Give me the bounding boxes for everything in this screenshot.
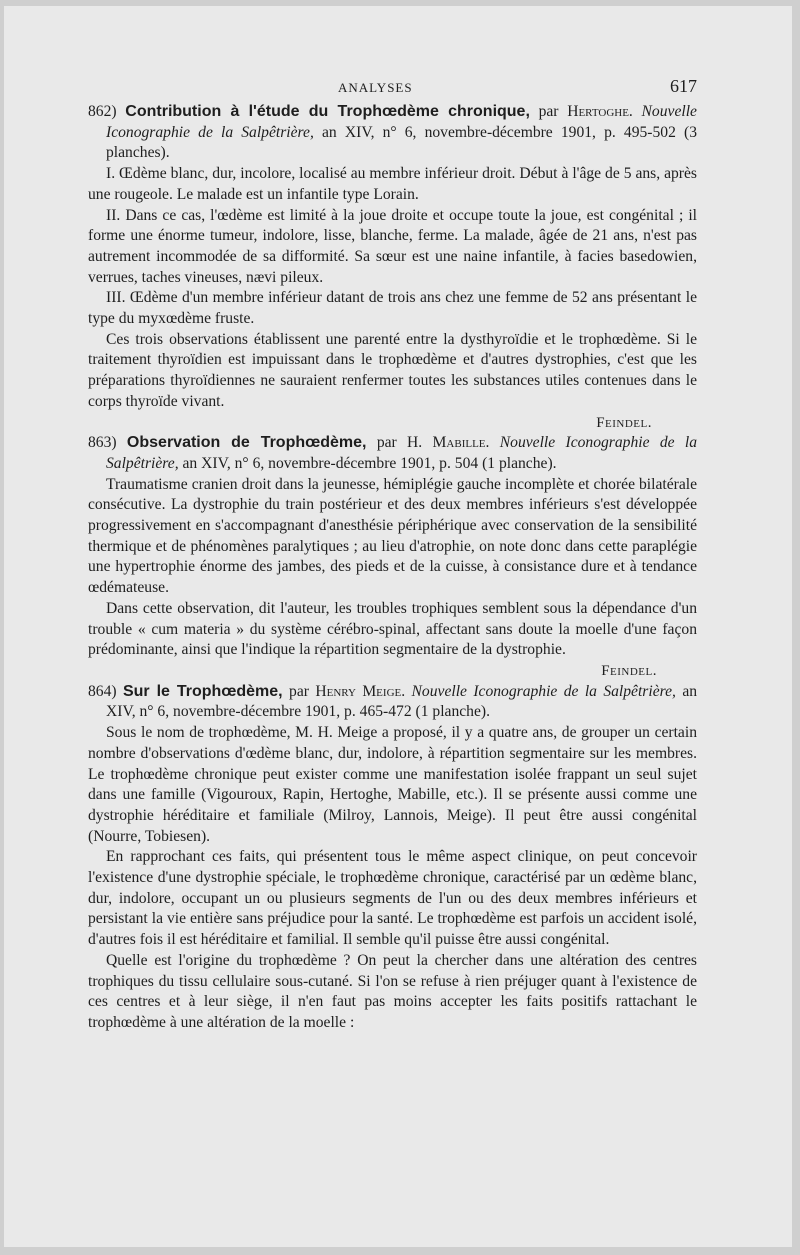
- page: [4, 6, 792, 1247]
- entry-title: Observation de Trophœdème,: [126, 434, 367, 452]
- entry-number: 862): [88, 103, 117, 120]
- paragraph: En rapprochant ces faits, qui présentent tous le même aspect clinique, on peut concevoir l'existence d'une dystrophie spéciale, le trophœdème chronique, caractérisé par un œdème blanc, dur, indolore, occupant un ou plusieurs segments de l'un ou des deux membres inférieurs et persistant la vie entière sans préjudice pour la santé. Le trophœdème est parfois un accident isolé, d'autres fois il est héréditaire et familial. Il semble qu'il puisse être aussi congénital.: [88, 848, 697, 949]
- entry-reference: an XIV, n° 6, novembre-décembre 1901, p. 504 (1 planche).: [182, 454, 557, 472]
- entry-864-heading: [88, 682, 697, 723]
- entry-by: par H.: [376, 434, 423, 452]
- entry-author: Henry Meige.: [315, 682, 406, 700]
- signature: Feindel.: [596, 414, 652, 431]
- entry-title: Contribution à l'étude du Trophœdème chronique,: [125, 103, 530, 120]
- running-title: ANALYSES: [338, 80, 413, 95]
- entry-862: [88, 102, 697, 433]
- entry-number: 863): [88, 434, 117, 452]
- entry-number: 864): [88, 682, 117, 700]
- entry-863-heading: [88, 433, 697, 474]
- page-number: 617: [670, 76, 697, 96]
- paragraph: III. Œdème d'un membre inférieur datant de trois ans chez une femme de 52 ans présentant le type du myxœdème fruste.: [88, 289, 697, 328]
- entry-reference: an XIV, n° 6, novembre-décembre 1901, p. 495-502 (3 planches).: [106, 123, 697, 162]
- entry-journal: Nouvelle Iconographie de la Salpêtrière,: [106, 103, 697, 141]
- entry-title: Sur le Trophœdème,: [122, 682, 283, 700]
- paragraph: II. Dans ce cas, l'œdème est limité à la joue droite et occupe toute la joue, est congénital ; il forme une énorme tumeur, indolore, lisse, blanche, ferme. La malade, âgée de 21 ans, n'est pas autrement incommodée de sa difformité. Sa sœur est une naine infantile, à facies basedowien, verrues, taches vineuses, nævi pileux.: [88, 206, 697, 286]
- signature: Feindel.: [601, 662, 657, 679]
- entry-by: par: [289, 682, 309, 700]
- entry-by: par: [538, 103, 559, 120]
- paragraph: Ces trois observations établissent une parenté entre la dysthyroïdie et le trophœdème. Si le traitement thyroïdien est impuissant dans le trophœdème et d'autres dystrophies, c'est que les préparations thyroïdiennes ne sauraient renfermer toutes les substances utiles contenues dans le corps thyroïde vivant.: [88, 330, 697, 410]
- entry-864: [88, 682, 697, 1034]
- entry-journal: Nouvelle Iconographie de la Salpêtrière,: [106, 434, 698, 472]
- page-content: [88, 76, 697, 1034]
- paragraph: Sous le nom de trophœdème, M. H. Meige a proposé, il y a quatre ans, de grouper un certain nombre d'observations d'œdème blanc, dur, indolore, à répartition segmentaire sur les membres. Le trophœdème chronique peut exister comme une manifestation isolée frappant un seul sujet dans une famille (Vigouroux, Rapin, Hertoghe, Mabille, etc.). Il se présente aussi comme une dystrophie héréditaire et familiale (Milroy, Lannois, Meige). Il peut être aussi congénital (Nourre, Tobiesen).: [88, 724, 697, 845]
- entry-863: [88, 433, 697, 681]
- entry-journal: Nouvelle Iconographie de la Salpêtrière,: [411, 682, 676, 700]
- paragraph: I. Œdème blanc, dur, incolore, localisé au membre inférieur droit. Début à l'âge de 5 ans, après une rougeole. Le malade est un infantile type Lorain.: [88, 165, 697, 203]
- entry-author: Hertoghe.: [567, 103, 633, 120]
- entry-reference: an XIV, n° 6, novembre-décembre 1901, p. 465-472 (1 planche).: [106, 682, 698, 721]
- running-header: [88, 76, 697, 102]
- paragraph: Dans cette observation, dit l'auteur, les troubles trophiques semblent sous la dépendance d'un trouble « cum materia » du système cérébro-spinal, affectant sans doute la moelle d'une façon prédominante, ainsi que l'indique la répartition segmentaire de la dystrophie.: [88, 599, 697, 659]
- entry-author: Mabille.: [432, 434, 490, 452]
- paragraph: Quelle est l'origine du trophœdème ? On peut la chercher dans une altération des centres trophiques du tissu cellulaire sous-cutané. Si l'on se refuse à rien préjuger quant à l'existence de ces centres et à leur siège, il n'en faut pas moins accepter les faits positifs rattachant le trophœdème à une altération de la moelle :: [88, 951, 697, 1031]
- paragraph: Traumatisme cranien droit dans la jeunesse, hémiplégie gauche incomplète et chorée bilatérale consécutive. La dystrophie du train postérieur et des deux membres inférieurs s'est développée progressivement en s'accompagnant d'anesthésie périphérique avec conservation de la sensibilité thermique et de phénomènes paralytiques ; au lieu d'atrophie, on note donc dans cette paraplégie une hypertrophie énorme des jambes, des pieds et de la cuisse, à consistance dure et à tendance œdémateuse.: [88, 475, 697, 597]
- entry-862-heading: [88, 102, 697, 164]
